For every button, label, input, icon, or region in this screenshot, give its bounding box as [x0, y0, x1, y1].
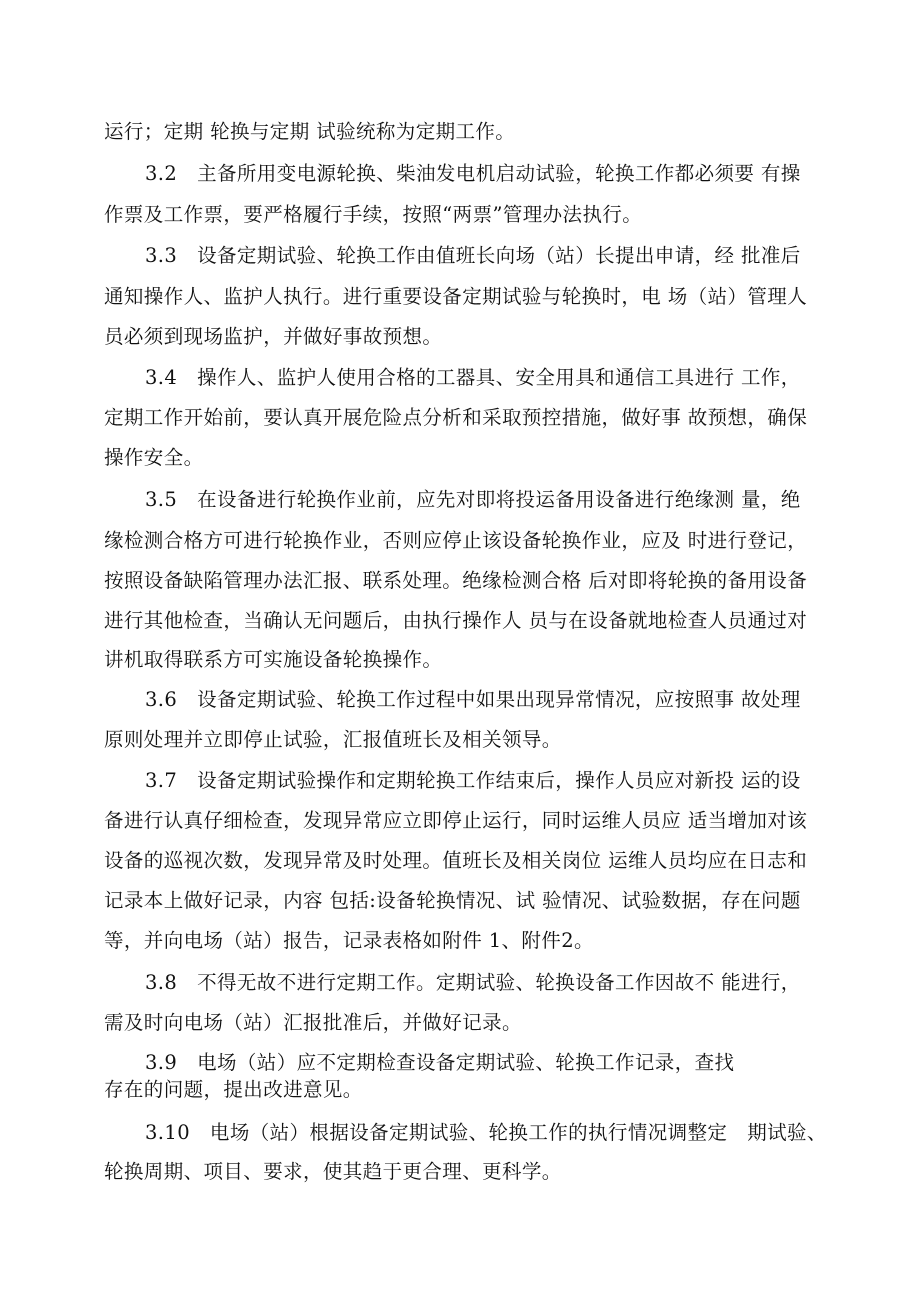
text-line: 记录本上做好记录，内容 包括:设备轮换情况、试 验情况、试验数据，存在问题	[104, 889, 801, 912]
text-line: 备进行认真仔细检查，发现异常应立即停止运行，同时运维人员应 适当增加对该	[104, 809, 808, 832]
text-line: 讲机取得联系方可实施设备轮换操作。	[104, 648, 443, 671]
text-line: 存在的问题，提出改进意见。	[104, 1078, 363, 1101]
clause-3-7-line: 3.7 设备定期试验操作和定期轮换工作结束后，操作人员应对新投 运的设	[145, 769, 801, 792]
text-line: 等，并向电场（站）报告，记录表格如附件 1、附件2。	[104, 929, 594, 952]
text-line: 操作安全。	[104, 446, 204, 469]
clause-3-10-line: 3.10 电场（站）根据设备定期试验、轮换工作的执行情况调整定 期试验、	[145, 1121, 827, 1144]
text-line: 定期工作开始前，要认真开展危险点分析和采取预控措施，做好事 故预想，确保	[104, 406, 808, 429]
text-line: 设备的巡视次数，发现异常及时处理。值班长及相关岗位 运维人员均应在日志和	[104, 849, 808, 872]
clause-3-5-line: 3.5 在设备进行轮换作业前，应先对即将投运备用设备进行绝缘测 量，绝	[145, 488, 801, 511]
text-line: 员必须到现场监护，并做好事故预想。	[104, 325, 443, 348]
clause-3-8-line: 3.8 不得无故不进行定期工作。定期试验、轮换设备工作因故不 能进行，	[145, 971, 801, 994]
text-line: 通知操作人、监护人执行。进行重要设备定期试验与轮换时，电 场（站）管理人	[104, 285, 808, 308]
clause-3-4-line: 3.4 操作人、监护人使用合格的工器具、安全用具和通信工具进行 工作，	[145, 366, 801, 389]
text-line: 作票及工作票，要严格履行手续，按照“两票”管理办法执行。	[104, 203, 643, 226]
text-line: 原则处理并立即停止试验，汇报值班长及相关领导。	[104, 728, 562, 751]
text-line: 需及时向电场（站）汇报批准后，并做好记录。	[104, 1011, 522, 1034]
text-line: 运行；定期 轮换与定期 试验统称为定期工作。	[104, 120, 516, 143]
clause-3-9-line: 3.9 电场（站）应不定期检查设备定期试验、轮换工作记录，查找	[145, 1051, 735, 1074]
clause-3-6-line: 3.6 设备定期试验、轮换工作过程中如果出现异常情况，应按照事 故处理	[145, 688, 801, 711]
text-line: 按照设备缺陷管理办法汇报、联系处理。绝缘检测合格 后对即将轮换的备用设备	[104, 569, 808, 592]
clause-3-2-line: 3.2 主备所用变电源轮换、柴油发电机启动试验，轮换工作都必须要 有操	[145, 162, 801, 185]
text-line: 缘检测合格方可进行轮换作业，否则应停止该设备轮换作业，应及 时进行登记，	[104, 529, 808, 552]
text-line: 轮换周期、项目、要求，使其趋于更合理、更科学。	[104, 1160, 562, 1183]
clause-3-3-line: 3.3 设备定期试验、轮换工作由值班长向场（站）长提出申请，经 批准后	[145, 244, 801, 267]
text-line: 进行其他检查，当确认无问题后，由执行操作人 员与在设备就地检查人员通过对	[104, 609, 808, 632]
